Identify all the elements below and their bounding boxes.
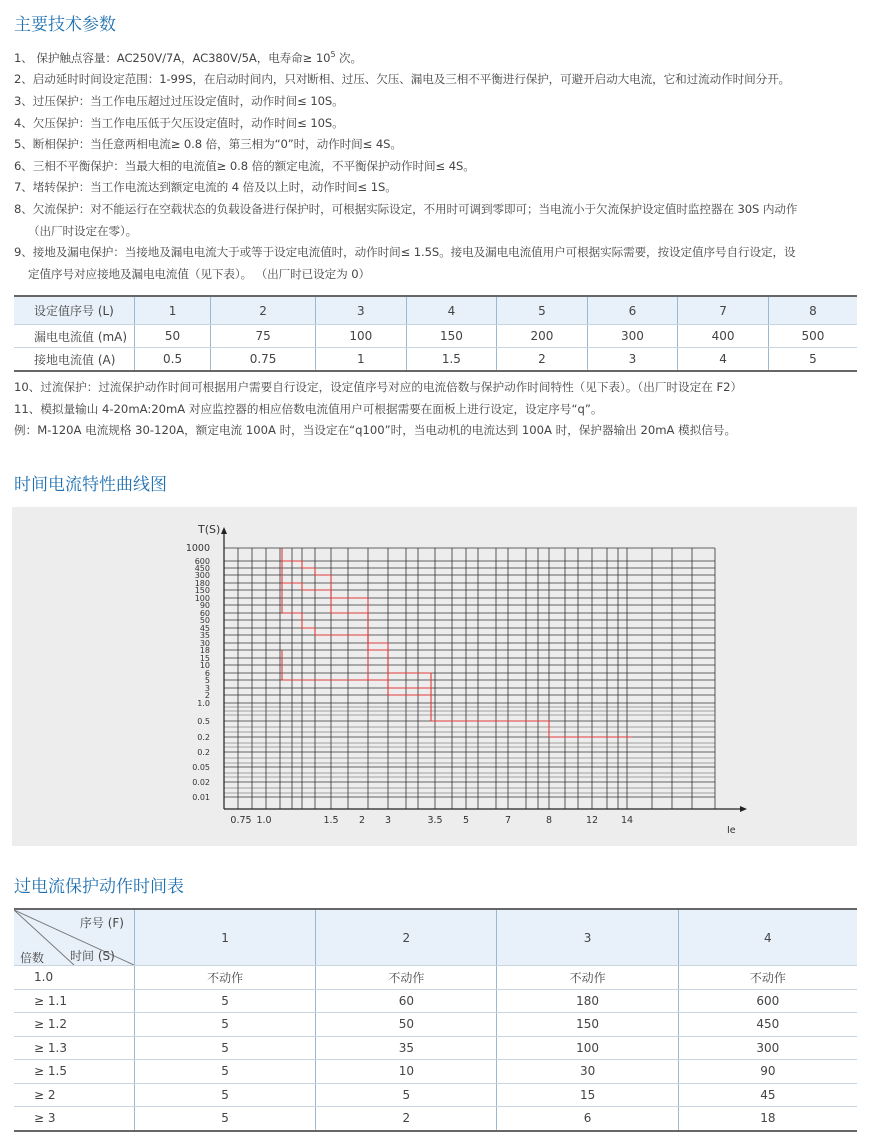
- y-axis-arrow: [221, 527, 227, 534]
- y-tick-label: 90: [199, 601, 210, 610]
- table-cell: 1: [135, 296, 211, 325]
- x-tick-label: 1.5: [323, 815, 339, 826]
- x-tick-label: 2: [358, 815, 366, 826]
- table-cell: 600: [678, 989, 857, 1013]
- curve-series: [282, 583, 431, 695]
- table-cell: 5: [135, 1060, 316, 1084]
- list-item: 9、接地及漏电保护：当接地及漏电电流大于或等于设定电流值时，动作时间≤ 1.5S。接电及漏电电流值用户可根据实际需要，按设定值序号自行设定，设: [14, 245, 796, 260]
- y-tick-label: 300: [194, 571, 210, 580]
- table-cell: 0.75: [211, 348, 316, 372]
- table-cell: 2: [497, 348, 588, 372]
- table-cell: 50: [135, 325, 211, 348]
- table-cell: 45: [678, 1083, 857, 1107]
- y-tick-label: 0.01: [192, 793, 210, 802]
- x-tick-label: 14: [620, 815, 634, 826]
- table-cell: 4: [406, 296, 497, 325]
- table-cell: 5: [135, 1083, 316, 1107]
- table-cell: 1: [316, 348, 407, 372]
- x-tick-label: 7: [504, 815, 512, 826]
- table-cell: 3: [587, 348, 678, 372]
- time-current-chart: [12, 507, 857, 846]
- y-tick-label: 0.02: [192, 778, 210, 787]
- table-row: [14, 1060, 857, 1084]
- x-tick-label: 3: [384, 815, 392, 826]
- x-tick-label: 0.75: [230, 815, 252, 826]
- row-label: ≥ 1.2: [14, 1013, 135, 1037]
- table-cell: 3: [316, 296, 407, 325]
- diagonal-header-cell: [14, 909, 135, 966]
- header-time: 时间 (S): [70, 949, 115, 963]
- table-row: [14, 1107, 857, 1131]
- table-cell: 150: [406, 325, 497, 348]
- params-title: 主要技术参数: [14, 15, 116, 35]
- y-tick-label: 600: [194, 557, 210, 566]
- list-item: 8、欠流保护：对不能运行在空载状态的负载设备进行保护时，可根据实际设定，不用时可调到零即可；当电流小于欠流保护设定值时监控器在 30S 内动作: [14, 202, 798, 217]
- table-cell: 6: [497, 1107, 678, 1131]
- table-cell: 450: [678, 1013, 857, 1037]
- table-row: [14, 325, 857, 348]
- table-row: [14, 966, 857, 990]
- header-seq: 序号 (F): [79, 916, 124, 930]
- table-row: [14, 348, 857, 372]
- row-label: 设定值序号 (L): [14, 296, 135, 325]
- table-cell: 不动作: [678, 966, 857, 990]
- y-tick-label: 5: [204, 676, 210, 685]
- table-cell: 100: [316, 325, 407, 348]
- list-item: 3、过压保护：当工作电压超过过压设定值时，动作时间≤ 10S。: [14, 94, 344, 109]
- x-axis-arrow: [740, 806, 747, 812]
- leak-current-table: [14, 295, 857, 372]
- column-header: 4: [678, 909, 857, 966]
- row-label: ≥ 3: [14, 1107, 135, 1131]
- overcurrent-time-table: [14, 908, 857, 1132]
- table-cell: 200: [497, 325, 588, 348]
- table-cell: 5: [768, 348, 857, 372]
- list-item: 4、欠压保护：当工作电压低于欠压设定值时，动作时间≤ 10S。: [14, 115, 344, 130]
- table-cell: 30: [497, 1060, 678, 1084]
- table-cell: 5: [135, 989, 316, 1013]
- table-cell: 5: [497, 296, 588, 325]
- table-cell: 5: [135, 1036, 316, 1060]
- note-item: 例：M-120A 电流规格 30-120A，额定电流 100A 时，当设定在“q100”时，当电动机的电流达到 100A 时，保护器输出 20mA 模拟信号。: [14, 423, 737, 438]
- curve-series: [282, 548, 431, 688]
- item-text: 次。: [335, 50, 363, 65]
- table-cell: 0.5: [135, 348, 211, 372]
- x-tick-label: 5: [462, 815, 470, 826]
- table-cell: 500: [768, 325, 857, 348]
- table-cell: 400: [678, 325, 769, 348]
- y-tick-label: 0.05: [192, 763, 210, 772]
- y-axis-label: T(S): [198, 523, 221, 536]
- row-label: ≥ 1.3: [14, 1036, 135, 1060]
- item-text: 定值序号对应接地及漏电电流值（见下表）。 （出厂时已设定为 0）: [28, 266, 370, 281]
- list-item: 6、三相不平衡保护：当最大相的电流值≥ 0.8 倍的额定电流，不平衡保护动作时间≤ 4S。: [14, 158, 475, 173]
- y-tick-label: 6: [204, 669, 210, 678]
- x-tick-label: 12: [585, 815, 599, 826]
- note-item: 10、过流保护：过流保护动作时间可根据用户需要自行设定，设定值序号对应的电流倍数与保护动作时间特性（见下表）。（出厂时设定在 F2）: [14, 380, 743, 394]
- curve-series: [282, 561, 632, 737]
- item-text: 1、 保护触点容量：AC250V/7A，AC380V/5A，电寿命≥ 10: [14, 50, 331, 65]
- list-item: 5、断相保护：当任意两相电流≥ 0.8 倍，第三相为“0”时，动作时间≤ 4S。: [14, 137, 402, 152]
- list-item-cont: [14, 221, 860, 243]
- table-row: [14, 989, 857, 1013]
- y-tick-label: 1000: [185, 543, 210, 554]
- table-cell: 7: [678, 296, 769, 325]
- superscript: 5: [330, 50, 336, 59]
- item-text: （出厂时设定在零）。: [28, 223, 138, 238]
- chart-svg: [12, 507, 857, 846]
- param-list: [14, 44, 860, 285]
- table-cell: 75: [211, 325, 316, 348]
- table-cell: 60: [316, 989, 497, 1013]
- y-tick-label: 18: [199, 646, 210, 655]
- table-row: [14, 1013, 857, 1037]
- list-item: 2、启动延时时间设定范围：1-99S，在启动时间内，只对断相、过压、欠压、漏电及三相不平衡进行保护，可避开启动大电流，它和过流动作时间分开。: [14, 72, 791, 87]
- y-tick-label: 45: [199, 624, 210, 633]
- table-cell: 不动作: [135, 966, 316, 990]
- y-tick-label: 0.2: [197, 733, 210, 742]
- table-row: [14, 1036, 857, 1060]
- table2-title: 过电流保护动作时间表: [14, 877, 184, 897]
- table-cell: 90: [678, 1060, 857, 1084]
- table-cell: 8: [768, 296, 857, 325]
- chart-title: 时间电流特性曲线图: [14, 475, 167, 495]
- y-tick-label: 50: [199, 616, 210, 625]
- table-cell: 5: [316, 1083, 497, 1107]
- table-cell: 5: [135, 1107, 316, 1131]
- x-tick-label: 3.5: [427, 815, 443, 826]
- row-label: ≥ 2: [14, 1083, 135, 1107]
- column-header: 1: [135, 909, 316, 966]
- column-header: 2: [316, 909, 497, 966]
- table-cell: 4: [678, 348, 769, 372]
- table-cell: 50: [316, 1013, 497, 1037]
- table-cell: 10: [316, 1060, 497, 1084]
- y-tick-label: 100: [194, 594, 210, 603]
- table-cell: 300: [587, 325, 678, 348]
- table-cell: 1.5: [406, 348, 497, 372]
- y-tick-label: 10: [199, 661, 210, 670]
- y-tick-label: 2: [204, 691, 210, 700]
- column-header: 3: [497, 909, 678, 966]
- table-cell: 2: [211, 296, 316, 325]
- row-label: 漏电电流值 (mA): [14, 325, 135, 348]
- table-cell: 不动作: [497, 966, 678, 990]
- list-item: [14, 44, 860, 69]
- row-label: 接地电流值 (A): [14, 348, 135, 372]
- table-header-row: [14, 296, 857, 325]
- list-item-cont: [14, 264, 860, 286]
- notes: [14, 377, 860, 442]
- y-tick-label: 30: [199, 639, 210, 648]
- table-cell: 2: [316, 1107, 497, 1131]
- table-cell: 18: [678, 1107, 857, 1131]
- table-header-row: [14, 909, 857, 966]
- header-multiple: 倍数: [20, 951, 45, 965]
- x-tick-label: 1.0: [256, 815, 272, 826]
- row-label: ≥ 1.5: [14, 1060, 135, 1084]
- x-axis-label: Ie: [727, 825, 736, 836]
- row-label: 1.0: [14, 966, 135, 990]
- table-cell: 15: [497, 1083, 678, 1107]
- table-cell: 6: [587, 296, 678, 325]
- y-tick-label: 450: [194, 564, 210, 573]
- table-cell: 150: [497, 1013, 678, 1037]
- y-tick-label: 150: [194, 586, 210, 595]
- y-tick-label: 0.2: [197, 748, 210, 757]
- y-tick-label: 0.5: [197, 717, 210, 726]
- y-tick-label: 60: [199, 609, 210, 618]
- row-label: ≥ 1.1: [14, 989, 135, 1013]
- table-cell: 5: [135, 1013, 316, 1037]
- y-tick-label: 3: [204, 684, 210, 693]
- note-item: 11、模拟量输山 4-20mA:20mA 对应监控器的相应倍数电流值用户可根据需要在面板上进行设定，设定序号“q”。: [14, 401, 603, 416]
- x-tick-label: 8: [545, 815, 553, 826]
- list-item: 7、堵转保护：当工作电流达到额定电流的 4 倍及以上时，动作时间≤ 1S。: [14, 180, 397, 195]
- y-tick-label: 180: [194, 579, 210, 588]
- table-cell: 35: [316, 1036, 497, 1060]
- table-cell: 100: [497, 1036, 678, 1060]
- table-cell: 180: [497, 989, 678, 1013]
- table-cell: 不动作: [316, 966, 497, 990]
- y-tick-label: 35: [199, 631, 210, 640]
- y-tick-label: 1.0: [197, 699, 210, 708]
- table-cell: 300: [678, 1036, 857, 1060]
- table-row: [14, 1083, 857, 1107]
- y-tick-label: 15: [199, 654, 210, 663]
